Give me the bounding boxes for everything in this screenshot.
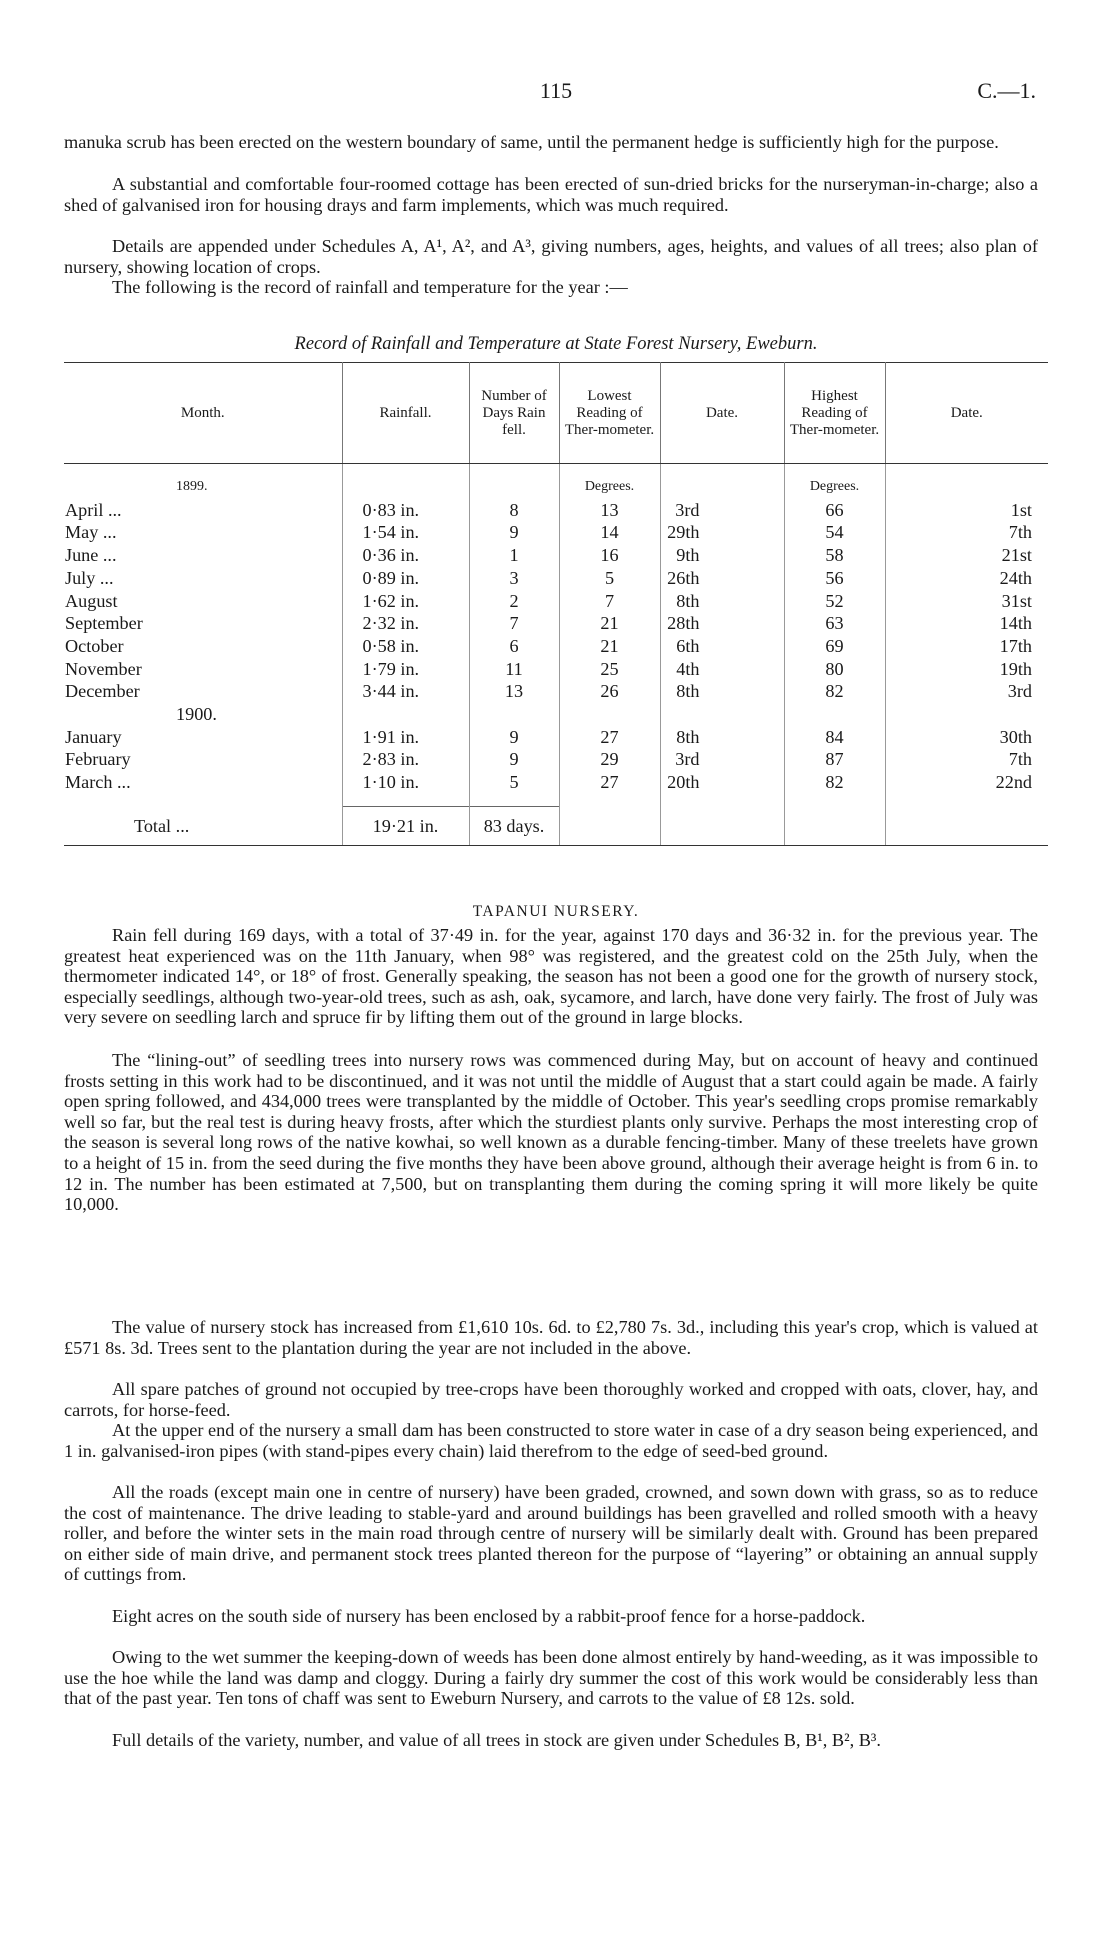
highest-cell: 82 [784,680,885,703]
rainfall-cell: 1·91 in. [342,726,469,749]
table-row [64,499,1048,522]
tapanui-paragraph-3: The value of nursery stock has increased from £1,610 10s. 6d. to £2,780 7s. 3d., including this year's crop, which is valued at £571 8s. 3d. Trees sent to the plantation during the year are not included in the above. [64,1317,1038,1358]
days-cell: 1 [469,544,559,567]
highest-cell: 54 [784,521,885,544]
lowest-cell: 16 [559,544,660,567]
lowest-cell: 21 [559,635,660,658]
table-row [64,658,1048,681]
table-row [64,771,1048,794]
rainfall-cell: 2·32 in. [342,612,469,635]
highest-date-cell: 30th [999,726,1032,747]
year-1899: 1899. [64,476,342,499]
month-cell: September [64,612,342,635]
tapanui-paragraph-4: All spare patches of ground not occupied by tree-crops have been thoroughly worked and cropped with oats, clover, hay, and carrots, for horse-feed. [64,1379,1038,1420]
rainfall-cell: 1·54 in. [342,521,469,544]
days-cell: 8 [469,499,559,522]
days-cell: 6 [469,635,559,658]
days-cell: 9 [469,748,559,771]
highest-cell: 63 [784,612,885,635]
month-cell: October [64,635,342,658]
lowest-cell: 29 [559,748,660,771]
highest-cell: 82 [784,771,885,794]
highest-cell: 66 [784,499,885,522]
lowest-cell: 21 [559,612,660,635]
year-1900: 1900. [64,703,342,726]
lowest-date-cell: 8th [660,726,784,749]
lowest-cell: 14 [559,521,660,544]
month-cell: April ... [64,499,342,522]
rainfall-table-container [64,362,1048,846]
rainfall-cell: 0·89 in. [342,567,469,590]
table-year-row [64,476,1048,499]
highest-cell: 56 [784,567,885,590]
month-cell: December [64,680,342,703]
highest-cell: 80 [784,658,885,681]
intro-paragraph-2: A substantial and comfortable four-roomed cottage has been erected of sun-dried bricks for the nurseryman-in-charge; also a shed of galvanised iron for housing drays and farm implements, which was much required. [64,174,1038,215]
table-row [64,544,1048,567]
month-cell: March ... [64,771,342,794]
month-cell: January [64,726,342,749]
highest-units: Degrees. [784,476,885,499]
lowest-date-cell: 8th [660,590,784,613]
rainfall-cell: 1·79 in. [342,658,469,681]
lowest-date-cell: 8th [660,680,784,703]
table-row [64,567,1048,590]
highest-date-cell: 21st [1001,545,1032,566]
lowest-cell: 26 [559,680,660,703]
intro-paragraph-4: The following is the record of rainfall and temperature for the year :— [112,277,628,297]
table-caption: Record of Rainfall and Temperature at State Forest Nursery, Eweburn. [294,334,818,354]
days-cell: 9 [469,521,559,544]
highest-cell: 52 [784,590,885,613]
table-row [64,680,1048,703]
highest-date-cell: 17th [999,635,1032,656]
days-cell: 9 [469,726,559,749]
month-cell: August [64,590,342,613]
table-total-row [64,806,1048,845]
rainfall-temperature-table [64,362,1048,846]
highest-date-cell: 14th [999,613,1032,634]
lowest-units: Degrees. [559,476,660,499]
table-row [64,612,1048,635]
tapanui-paragraph-1: Rain fell during 169 days, with a total of 37·49 in. for the year, against 170 days and 36·32 in. for the previous year. The greatest heat experienced was on the 11th January, when 98° was registered, and the greatest cold on the 25th July, when the thermometer indicated 14°, or 18° of frost. Generally speaking, the season has not been a good one for the growth of nursery stock, especially seedlings, although two-year-old trees, such as ash, oak, sycamore, and larch, have done very fairly. The frost of July was very severe on seedling larch and spruce fir by lifting them out of the ground in large blocks. [64,925,1038,1028]
month-cell: November [64,658,342,681]
highest-date-cell: 3rd [1007,681,1032,702]
rainfall-cell: 0·36 in. [342,544,469,567]
table-row [64,748,1048,771]
month-cell: June ... [64,544,342,567]
month-cell: May ... [64,521,342,544]
rainfall-cell: 3·44 in. [342,680,469,703]
table-spacer-row [64,794,1048,807]
lowest-cell: 27 [559,726,660,749]
total-days: 83 days. [469,806,559,845]
highest-date-cell: 19th [999,658,1032,679]
lowest-date-cell: 29th [660,521,784,544]
table-row [64,635,1048,658]
header-highest: Highest Reading of Ther-mometer. [784,363,885,464]
page-header [64,78,1048,108]
tapanui-paragraph-9: Full details of the variety, number, and value of all trees in stock are given under Schedules B, B¹, B², B³. [112,1730,881,1750]
tapanui-paragraph-5: At the upper end of the nursery a small dam has been constructed to store water in case of a dry season being experienced, and 1 in. galvanised-iron pipes (with stand-pipes every chain) laid therefrom to the edge of seed-bed ground. [64,1420,1038,1461]
lowest-date-cell: 20th [660,771,784,794]
month-cell: February [64,748,342,771]
page-number: 115 [539,78,573,103]
highest-date-cell: 22nd [995,772,1032,793]
tapanui-paragraph-8: Owing to the wet summer the keeping-down of weeds has been done almost entirely by hand-weeding, as it was impossible to use the hoe while the land was damp and cloggy. During a fairly dry summer the cost of this work would be considerably less than that of the past year. Ten tons of chaff was sent to Eweburn Nursery, and carrots to the value of £8 12s. sold. [64,1647,1038,1709]
header-lowest: Lowest Reading of Ther-mometer. [559,363,660,464]
lowest-date-cell: 28th [660,612,784,635]
table-row [64,590,1048,613]
tapanui-paragraph-2: The “lining-out” of seedling trees into nursery rows was commenced during May, but on account of heavy and continued frosts setting in this work had to be discontinued, and it was not until the middle of August that a start could again be made. A fairly open spring followed, and 434,000 trees were transplanted by the middle of October. This year's seedling crops promise remarkably well so far, but the real test is during heavy frosts, after which the sturdiest plants only survive. Perhaps the most interesting crop of the season is several long rows of the native kowhai, so well known as a durable fencing-timber. Many of these treelets have grown to a height of 15 in. from the seed during the five months they have been above ground, although their average height is from 6 in. to 12 in. The number has been estimated at 7,500, but on transplanting them during the coming spring it will more likely be quite 10,000. [64,1050,1038,1215]
intro-paragraph-1: manuka scrub has been erected on the western boundary of same, until the permanent hedge is sufficiently high for the purpose. [64,132,999,152]
header-month: Month. [64,363,342,464]
rainfall-cell: 0·58 in. [342,635,469,658]
total-label: Total ... [64,806,342,845]
header-days: Number of Days Rain fell. [469,363,559,464]
days-cell: 11 [469,658,559,681]
days-cell: 13 [469,680,559,703]
days-cell: 5 [469,771,559,794]
lowest-cell: 25 [559,658,660,681]
header-date-high: Date. [885,363,1048,464]
rainfall-cell: 2·83 in. [342,748,469,771]
header-date-low: Date. [660,363,784,464]
highest-cell: 69 [784,635,885,658]
table-row [64,726,1048,749]
tapanui-paragraph-6: All the roads (except main one in centre of nursery) have been graded, crowned, and sown down with grass, so as to reduce the cost of maintenance. The drive leading to stable-yard and around buildings has been gravelled and rolled smooth with a heavy roller, and before the winter sets in the main road through centre of nursery will be similarly dealt with. Ground has been prepared on either side of main drive, and permanent stock trees planted thereon for the purpose of “layering” or obtaining an annual supply of cuttings from. [64,1482,1038,1585]
highest-date-cell: 7th [1008,749,1032,770]
table-row [64,521,1048,544]
highest-date-cell: 31st [1001,590,1032,611]
tapanui-paragraph-7: Eight acres on the south side of nursery has been enclosed by a rabbit-proof fence for a horse-paddock. [112,1606,866,1626]
document-reference: C.—1. [977,78,1036,103]
lowest-date-cell: 4th [660,658,784,681]
lowest-cell: 5 [559,567,660,590]
lowest-cell: 7 [559,590,660,613]
lowest-cell: 27 [559,771,660,794]
highest-date-cell: 24th [999,567,1032,588]
rainfall-cell: 0·83 in. [342,499,469,522]
intro-paragraph-3: Details are appended under Schedules A, A¹, A², and A³, giving numbers, ages, heights, and values of all trees; also plan of nursery, showing location of crops. [64,236,1038,277]
days-cell: 7 [469,612,559,635]
rainfall-cell: 1·62 in. [342,590,469,613]
lowest-date-cell: 9th [660,544,784,567]
table-spacer-row [64,464,1048,477]
month-cell: July ... [64,567,342,590]
highest-cell: 58 [784,544,885,567]
table-year-row [64,703,1048,726]
rainfall-cell: 1·10 in. [342,771,469,794]
lowest-date-cell: 3rd [660,499,784,522]
section-title-tapanui: TAPANUI NURSERY. [472,903,640,920]
highest-date-cell: 1st [1010,499,1032,520]
table-header-row [64,363,1048,464]
lowest-cell: 13 [559,499,660,522]
days-cell: 2 [469,590,559,613]
header-rainfall: Rainfall. [342,363,469,464]
highest-date-cell: 7th [1008,522,1032,543]
highest-cell: 87 [784,748,885,771]
days-cell: 3 [469,567,559,590]
lowest-date-cell: 3rd [660,748,784,771]
highest-cell: 84 [784,726,885,749]
lowest-date-cell: 6th [660,635,784,658]
total-rainfall: 19·21 in. [342,806,469,845]
lowest-date-cell: 26th [660,567,784,590]
